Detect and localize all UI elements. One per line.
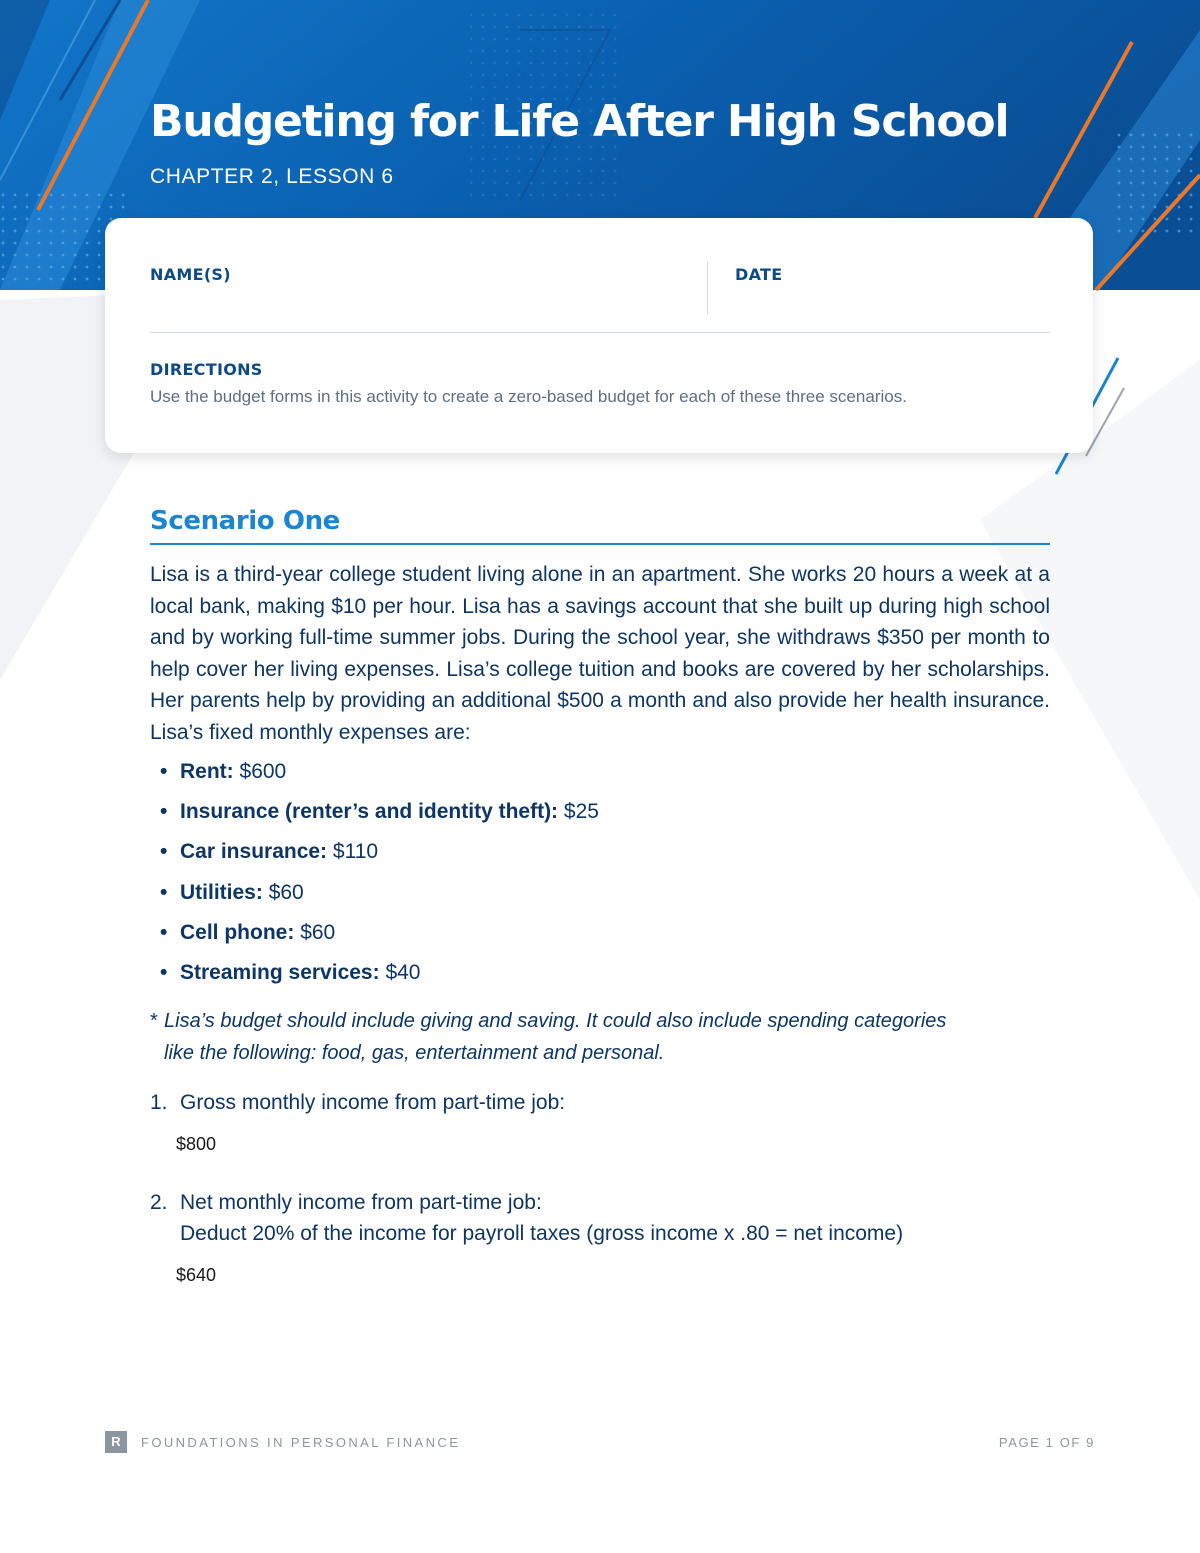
expense-value: $600 — [239, 760, 287, 783]
scenario-title: Scenario One — [150, 506, 340, 536]
expense-value: $110 — [332, 840, 379, 864]
expense-label: Cell phone: — [180, 920, 295, 944]
list-item — [160, 834, 1040, 874]
fixed-expenses-list — [160, 754, 1040, 995]
expense-value: $60 — [300, 920, 336, 944]
bullet-icon: • — [160, 760, 168, 783]
note-line-1: Lisa’s budget should include giving and saving. It could also include spending categories — [164, 1010, 947, 1032]
expense-label: Rent: — [180, 760, 234, 783]
scenario-body: Lisa is a third-year college student living alone in an apartment. She works 20 hours a week at a local bank, making $10 per hour. Lisa has a savings account that she built up during high school and by working full-time summer jobs. During the school year, she withdraws $350 per month to help cover her living expenses. Lisa’s college tuition and books are covered by her scholarships. Her parents help by providing an additional $500 a month and also provide her health insurance. Lisa’s fixed monthly expenses are: — [150, 563, 1050, 744]
list-item — [160, 754, 1040, 794]
page-number: PAGE 1 OF 9 — [998, 1435, 1095, 1450]
date-field-label: DATE — [735, 265, 783, 284]
bullet-icon: • — [160, 880, 168, 904]
card-divider — [150, 332, 1050, 333]
expense-label: Car insurance: — [180, 840, 328, 864]
question-text: Net monthly income from part-time job: — [180, 1191, 542, 1214]
expense-label: Utilities: — [180, 880, 263, 904]
publisher-logo: R — [105, 1431, 127, 1453]
directions-label: DIRECTIONS — [150, 360, 263, 379]
scenario-title-underline — [150, 543, 1050, 545]
chapter-lesson-subtitle: CHAPTER 2, LESSON 6 — [150, 165, 394, 188]
question-text: Gross monthly income from part-time job: — [180, 1091, 566, 1114]
question-number: 2. — [150, 1191, 168, 1214]
bullet-icon: • — [160, 960, 168, 984]
worksheet-info-card — [105, 218, 1093, 453]
question-number: 1. — [150, 1091, 168, 1114]
course-name: FOUNDATIONS IN PERSONAL FINANCE — [141, 1435, 461, 1450]
note-line-2: like the following: food, gas, entertainment and personal. — [164, 1041, 665, 1064]
list-item — [160, 955, 1040, 995]
list-item — [160, 915, 1040, 955]
expense-value: $60 — [268, 880, 304, 904]
expense-label: Insurance (renter’s and identity theft): — [180, 800, 559, 824]
expense-value: $40 — [385, 960, 421, 984]
bullet-icon: • — [160, 920, 168, 944]
list-item — [160, 875, 1040, 915]
expense-label: Streaming services: — [180, 960, 380, 984]
answer-1[interactable]: $800 — [176, 1134, 217, 1154]
directions-text: Use the budget forms in this activity to create a zero-based budget for each of these three scenarios. — [150, 387, 907, 406]
answer-2[interactable]: $640 — [176, 1265, 217, 1285]
question-1 — [150, 1087, 1050, 1118]
budget-note — [150, 1006, 1050, 1069]
expense-value: $25 — [563, 800, 599, 824]
field-divider — [707, 262, 708, 314]
bullet-icon: • — [160, 800, 168, 824]
bullet-icon: • — [160, 840, 168, 864]
asterisk: * — [150, 1010, 158, 1032]
list-item — [160, 794, 1040, 834]
page-title: Budgeting for Life After High School — [150, 96, 1009, 147]
question-2 — [150, 1187, 1050, 1249]
question-subtext: Deduct 20% of the income for payroll taxes (gross income x .80 = net income) — [180, 1222, 904, 1245]
names-field-label: NAME(S) — [150, 265, 231, 284]
